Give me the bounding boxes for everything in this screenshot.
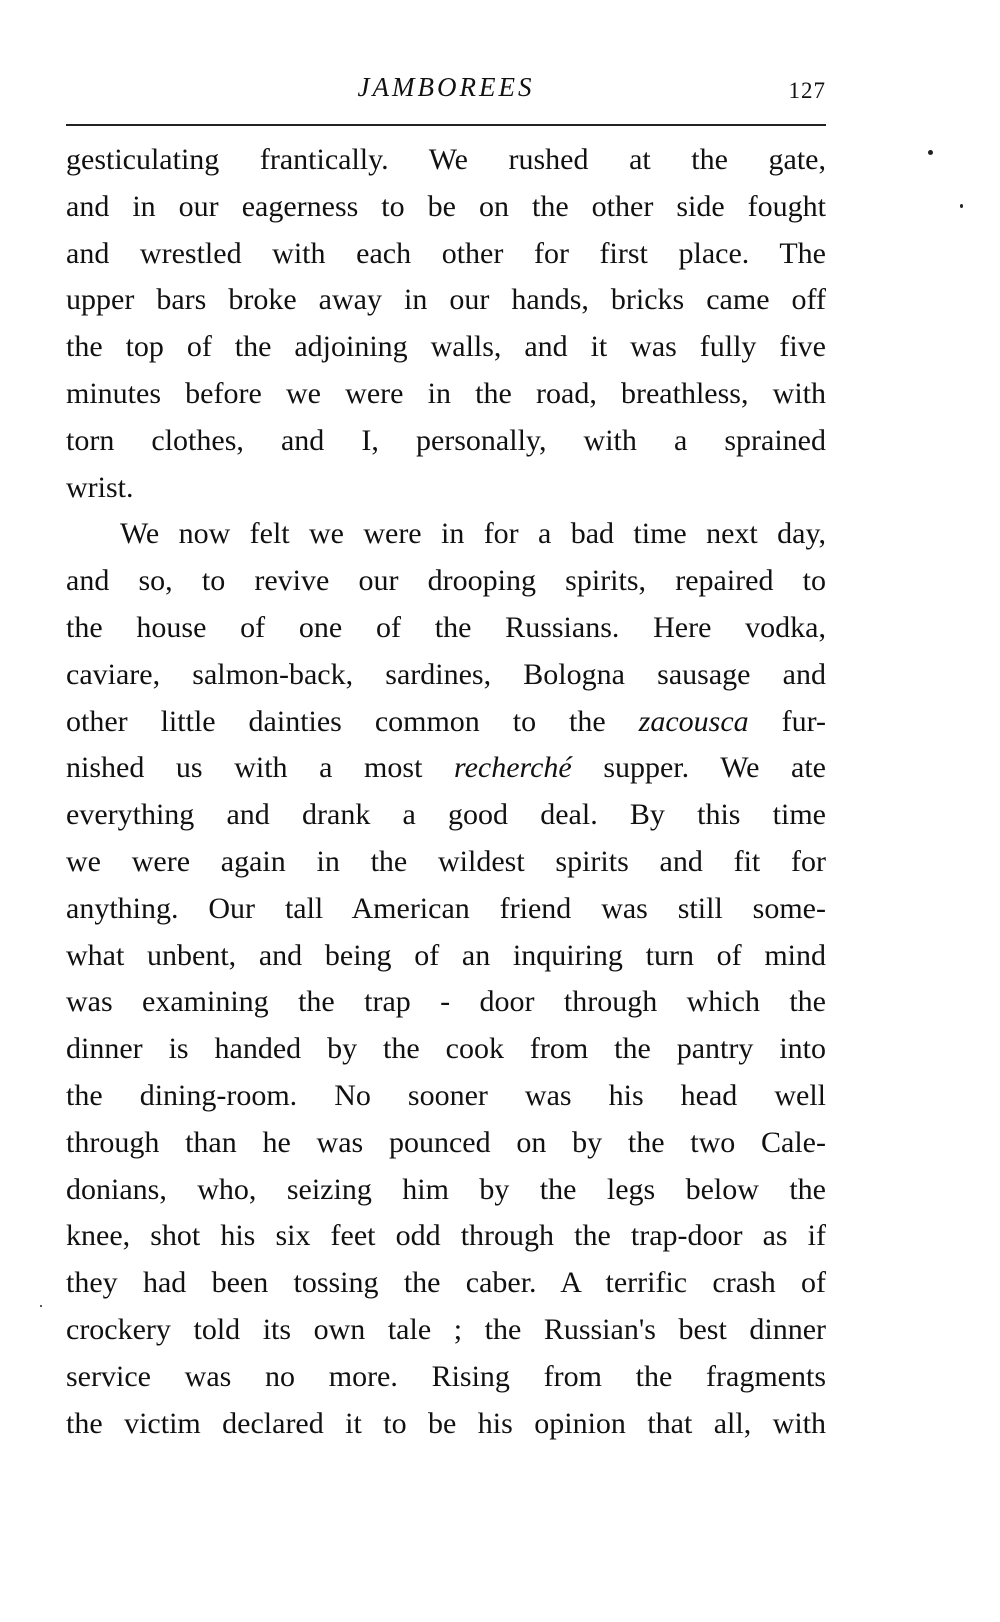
text-line: wrist. [66, 470, 134, 504]
text-line: the top of the adjoining walls, and it was fully five [66, 330, 826, 364]
italic-word: recherché [454, 751, 572, 785]
text-line: dinner is handed by the cook from the pantry into [66, 1032, 826, 1066]
text-line: was examining the trap - door through which the [66, 985, 826, 1019]
page-header [66, 70, 826, 110]
text-line: we were again in the wildest spirits and fit for [66, 844, 826, 878]
text-line: other little dainties common to the zacousca fur- [66, 704, 826, 738]
body-text [66, 137, 826, 1447]
running-title: JAMBOREES [357, 72, 535, 102]
text-line: torn clothes, and I, personally, with a sprained [66, 423, 826, 457]
text-line: gesticulating frantically. We rushed at the gate, [66, 143, 826, 176]
italic-word: zacousca [638, 704, 749, 738]
ink-speck [960, 204, 963, 208]
text-line: We now felt we were in for a bad time next day, [120, 517, 826, 551]
text-line: through than he was pounced on by the two Cale- [66, 1125, 826, 1159]
text-line: they had been tossing the caber. A terrific crash of [66, 1266, 826, 1300]
paragraph [66, 137, 826, 511]
text-line: caviare, salmon-back, sardines, Bologna sausage and [66, 657, 826, 691]
header-rule [66, 124, 826, 126]
text-line: and in our eagerness to be on the other side fought [66, 189, 826, 223]
text-line: the house of one of the Russians. Here vodka, [66, 610, 826, 644]
text-line: what unbent, and being of an inquiring turn of mind [66, 938, 826, 972]
text-line: donians, who, seizing him by the legs below the [66, 1172, 826, 1206]
ink-speck [40, 1305, 42, 1307]
text-line: minutes before we were in the road, breathless, with [66, 376, 826, 410]
text-line: and so, to revive our drooping spirits, repaired to [66, 564, 826, 598]
text-line: and wrestled with each other for first place. The [66, 236, 826, 270]
text-line: upper bars broke away in our hands, bricks came off [66, 283, 826, 317]
text-line: knee, shot his six feet odd through the trap-door as if [66, 1219, 826, 1253]
text-line: anything. Our tall American friend was still some- [66, 891, 826, 925]
ink-speck [928, 150, 933, 155]
paragraph [66, 511, 826, 1447]
page-number: 127 [788, 78, 826, 103]
text-line: service was no more. Rising from the fragments [66, 1359, 826, 1393]
text-line: everything and drank a good deal. By this time [66, 798, 826, 832]
text-line: crockery told its own tale ; the Russian's best dinner [66, 1312, 826, 1346]
text-line: the victim declared it to be his opinion that all, with [66, 1406, 826, 1440]
text-line: the dining-room. No sooner was his head well [66, 1078, 826, 1112]
text-line: nished us with a most recherché supper. We ate [66, 751, 827, 785]
